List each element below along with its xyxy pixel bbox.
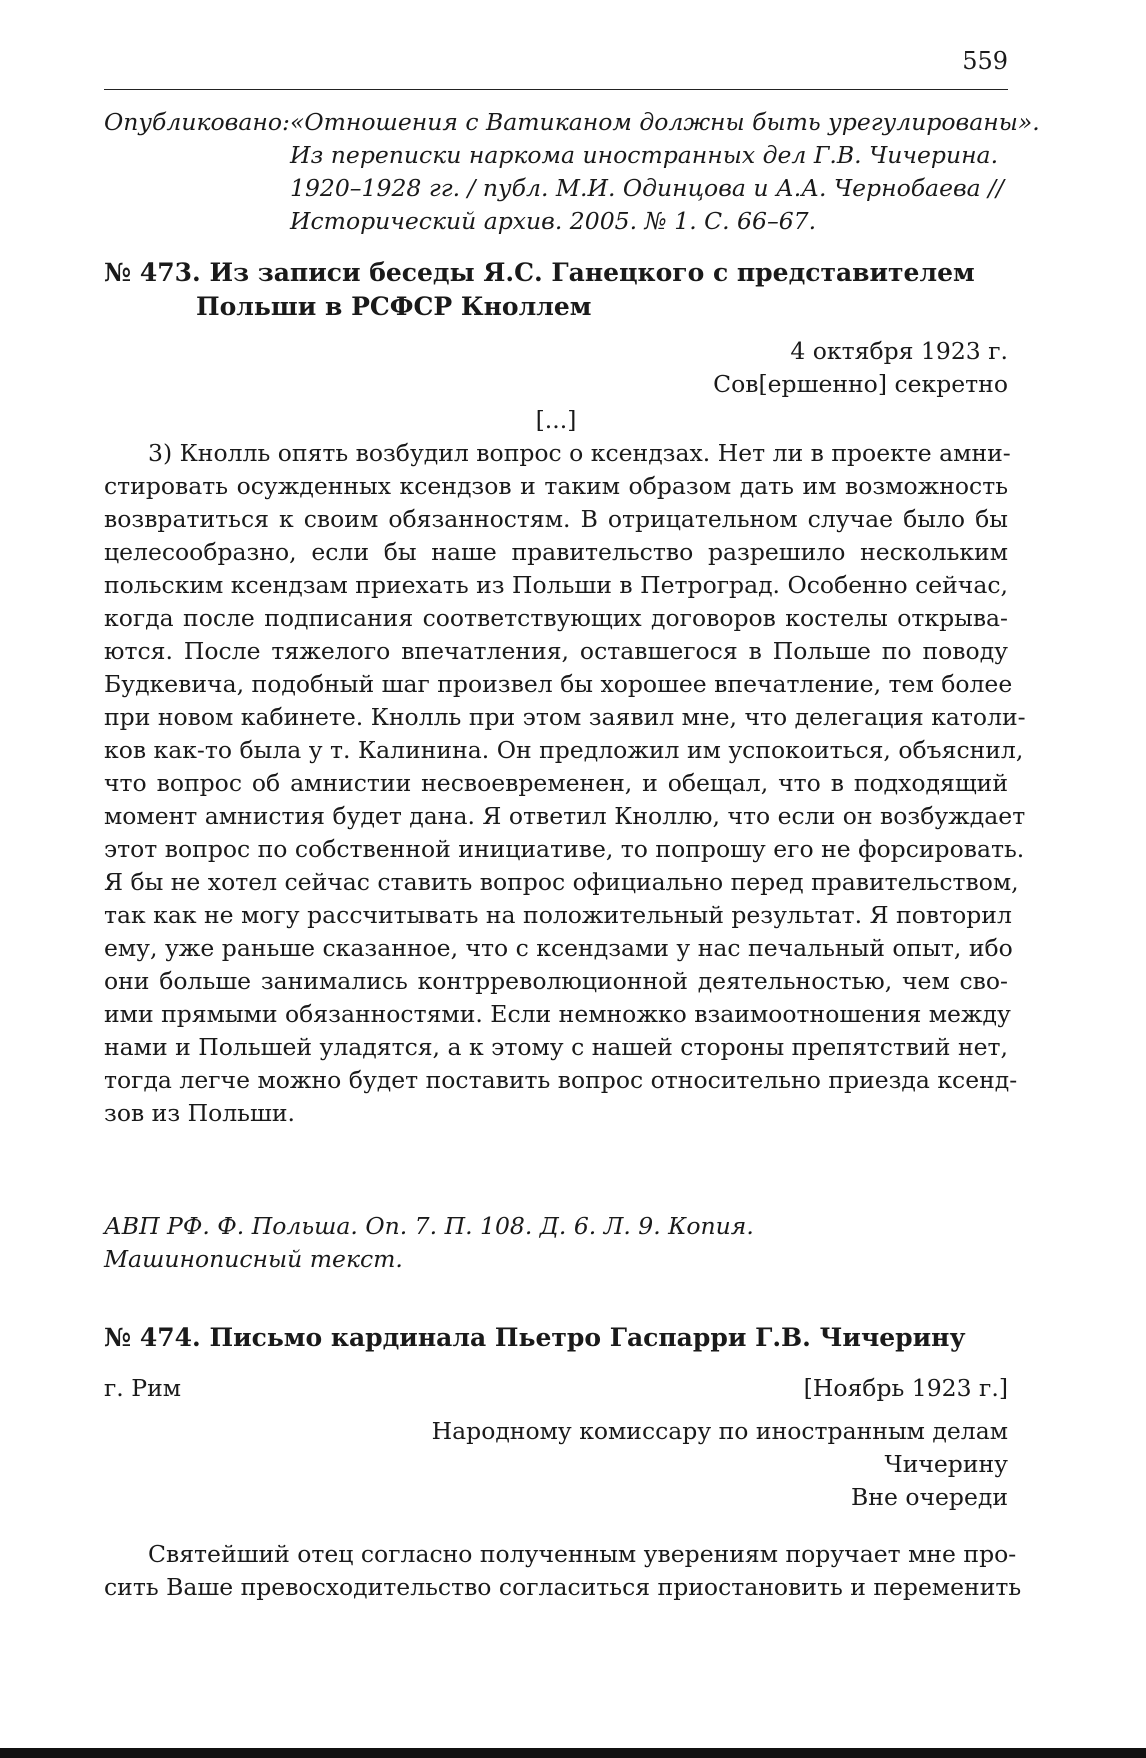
publication-title: «Отношения с Ватиканом должны быть урегулированы». <box>290 108 1040 136</box>
body-line: что вопрос об амнистии несвоевременен, и обещал, что в подходящий <box>104 769 1008 797</box>
doc-473-ellipsis: [...] <box>535 406 577 434</box>
body-line: так как не могу рассчитывать на положительный результат. Я повторил <box>104 901 1012 929</box>
doc-473-body <box>104 437 1026 1130</box>
publication-line: Из переписки наркома иностранных дел Г.В. Чичерина. <box>290 141 999 169</box>
body-line: ков как-то была у т. Калинина. Он предложил им успокоиться, объяснил, <box>104 736 1024 764</box>
body-line: стировать осужденных ксендзов и таким образом дать им возможность <box>104 472 1008 500</box>
doc-473-date: 4 октября 1923 г. <box>790 337 1008 365</box>
doc-474-place: г. Рим <box>104 1374 182 1402</box>
page-number: 559 <box>962 47 1008 75</box>
body-line: этот вопрос по собственной инициативе, то попрошу его не форсировать. <box>104 835 1025 863</box>
body-line: целесообразно, если бы наше правительство разрешило нескольким <box>104 538 1008 566</box>
body-line: ему, уже раньше сказанное, что с ксендзами у нас печальный опыт, ибо <box>104 934 1013 962</box>
body-line: Святейший отец согласно полученным уверениям поручает мне про- <box>148 1540 1017 1568</box>
body-line: Будкевича, подобный шаг произвел бы хорошее впечатление, тем более <box>104 670 1013 698</box>
body-line: Я бы не хотел сейчас ставить вопрос официально перед правительством, <box>104 868 1019 896</box>
body-line: тогда легче можно будет поставить вопрос относительно приезда ксенд- <box>104 1066 1018 1094</box>
doc-473-heading <box>104 256 975 324</box>
body-line: возвратиться к своим обязанностям. В отрицательном случае было бы <box>104 505 1008 533</box>
publication-line: 1920–1928 гг. / публ. М.И. Одинцова и А.А. Чернобаева // <box>290 174 1004 202</box>
body-line: ими прямыми обязанностями. Если немножко взаимоотношения между <box>104 1000 1011 1028</box>
body-line: польским ксендзам приехать из Польши в Петроград. Особенно сейчас, <box>104 571 1008 599</box>
doc-474-date: [Ноябрь 1923 г.] <box>803 1374 1008 1402</box>
header-rule <box>104 89 1008 90</box>
doc-474-addressee-line-2: Чичерину <box>884 1450 1008 1478</box>
body-line: нами и Польшей уладятся, а к этому с нашей стороны препятствий нет, <box>104 1033 1008 1061</box>
doc-474-heading: № 474. Письмо кардинала Пьетро Гаспарри Г.В. Чичерину <box>104 1323 966 1352</box>
body-line: зов из Польши. <box>104 1099 295 1127</box>
archive-line-1: АВП РФ. Ф. Польша. Оп. 7. П. 108. Д. 6. Л. 9. Копия. <box>104 1212 754 1240</box>
publication-reference <box>104 106 1040 238</box>
body-line: момент амнистия будет дана. Я ответил Кноллю, что если он возбуждает <box>104 802 1026 830</box>
body-line: ются. После тяжелого впечатления, оставшегося в Польше по поводу <box>104 637 1008 665</box>
body-line: при новом кабинете. Кнолль при этом заявил мне, что делегация католи- <box>104 703 1026 731</box>
scan-bottom-edge <box>0 1748 1146 1758</box>
document-page <box>104 0 1040 1758</box>
body-line: когда после подписания соответствующих договоров костелы открыва- <box>104 604 1008 632</box>
doc-473-classification: Сов[ершенно] секретно <box>713 370 1008 398</box>
doc-473-heading-line-2: Польши в РСФСР Кноллем <box>196 292 592 321</box>
doc-473-heading-line-1: № 473. Из записи беседы Я.С. Ганецкого с представителем <box>104 258 975 287</box>
doc-473-archive-reference <box>104 1210 754 1276</box>
archive-line-2: Машинописный текст. <box>104 1245 403 1273</box>
body-line: 3) Кнолль опять возбудил вопрос о ксендзах. Нет ли в проекте амни- <box>148 439 1011 467</box>
publication-label: Опубликовано: <box>104 108 290 136</box>
publication-first-line <box>104 106 1040 139</box>
doc-474-urgency: Вне очереди <box>851 1483 1008 1511</box>
body-line: сить Ваше превосходительство согласиться приостановить и переменить <box>104 1573 1022 1601</box>
doc-474-addressee-line-1: Народному комиссару по иностранным делам <box>431 1417 1008 1445</box>
doc-474-body <box>104 1538 1022 1604</box>
body-line: они больше занимались контрреволюционной деятельностью, чем сво- <box>104 967 1008 995</box>
publication-line: Исторический архив. 2005. № 1. С. 66–67. <box>290 207 817 235</box>
